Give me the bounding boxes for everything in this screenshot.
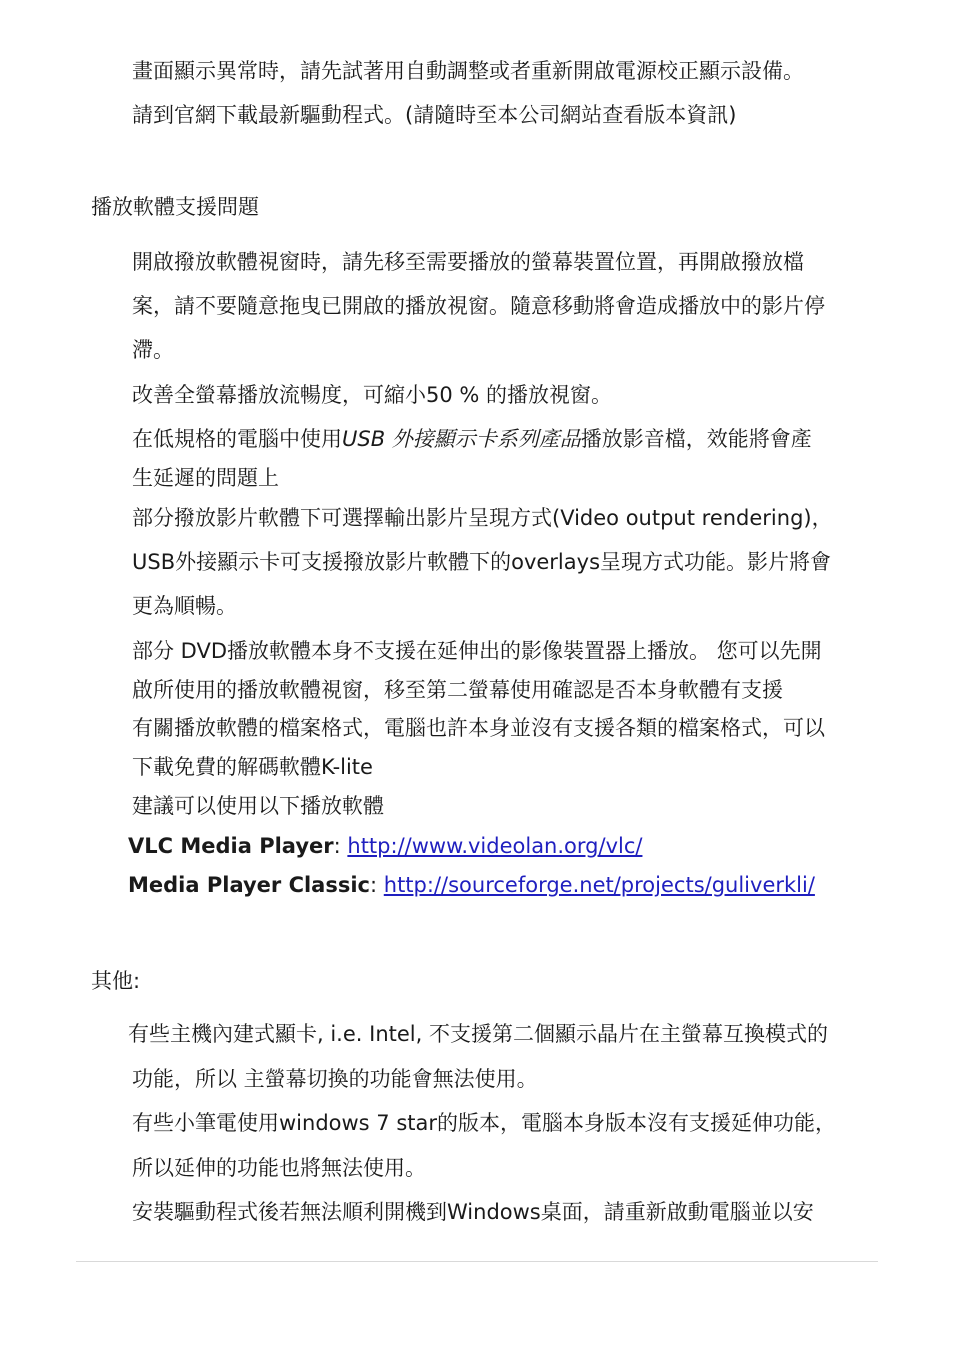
text-line-adjust-display: 畫面顯示異常時，請先試著用自動調整或者重新開啟電源校正顯示設備。 — [132, 59, 804, 83]
player-entry-mpc — [128, 870, 815, 900]
vlc-link[interactable]: http://www.videolan.org/vlc/ — [347, 834, 643, 858]
paragraph-line: 下載免費的解碼軟體K-lite — [132, 755, 373, 779]
player-entry-vlc — [128, 831, 642, 861]
product-name-italic: USB 外接顯示卡系列產品 — [342, 427, 581, 451]
player-name: VLC Media Player — [128, 834, 334, 858]
paragraph-line: 啟所使用的播放軟體視窗，移至第二螢幕使用確認是否本身軟體有支援 — [132, 678, 783, 702]
page-divider — [76, 1261, 878, 1262]
mpc-link[interactable]: http://sourceforge.net/projects/guliverkli/ — [383, 873, 815, 897]
paragraph-line: 開啟撥放軟體視窗時，請先移至需要播放的螢幕裝置位置，再開啟撥放檔 — [132, 250, 804, 274]
paragraph-line: 部分撥放影片軟體下可選擇輸出影片呈現方式(Video output rendering)， — [132, 506, 833, 530]
paragraph-line: 更為順暢。 — [132, 594, 237, 618]
text-fragment: 在低規格的電腦中使用 — [132, 427, 342, 451]
paragraph-line — [132, 424, 812, 454]
paragraph-line: 所以延伸的功能也將無法使用。 — [132, 1156, 426, 1180]
text-line-download-driver: 請到官網下載最新驅動程式。(請隨時至本公司網站查看版本資訊) — [132, 103, 737, 127]
paragraph-line: 功能，所以 主螢幕切換的功能會無法使用。 — [132, 1067, 538, 1091]
paragraph-line: 有些主機內建式顯卡, i.e. Intel, 不支援第二個顯示晶片在主螢幕互換模式的 — [128, 1022, 828, 1046]
section-heading-playback: 播放軟體支援問題 — [91, 195, 259, 219]
paragraph-line: 有關播放軟體的檔案格式，電腦也許本身並沒有支援各類的檔案格式，可以 — [132, 716, 825, 740]
paragraph-line: USB外接顯示卡可支援撥放影片軟體下的overlays呈現方式功能。影片將會 — [132, 550, 832, 574]
separator: : — [370, 873, 384, 897]
section-heading-other: 其他: — [91, 969, 141, 993]
player-name: Media Player Classic — [128, 873, 370, 897]
paragraph-line: 有些小筆電使用windows 7 star的版本，電腦本身版本沒有支援延伸功能， — [132, 1111, 837, 1135]
paragraph-line: 安裝驅動程式後若無法順利開機到Windows桌面，請重新啟動電腦並以安 — [132, 1200, 814, 1224]
text-fragment: 播放影音檔，效能將會產 — [580, 427, 812, 451]
paragraph-line: 改善全螢幕播放流暢度，可縮小50 % 的播放視窗。 — [132, 383, 613, 407]
paragraph-line: 生延遲的問題上 — [132, 466, 279, 490]
paragraph-line: 滯。 — [132, 338, 174, 362]
paragraph-line: 部分 DVD播放軟體本身不支援在延伸出的影像裝置器上播放。 您可以先開 — [132, 639, 822, 663]
paragraph-line: 建議可以使用以下播放軟體 — [132, 794, 384, 818]
separator: : — [333, 834, 348, 858]
paragraph-line: 案，請不要隨意拖曳已開啟的播放視窗。隨意移動將會造成播放中的影片停 — [132, 294, 825, 318]
